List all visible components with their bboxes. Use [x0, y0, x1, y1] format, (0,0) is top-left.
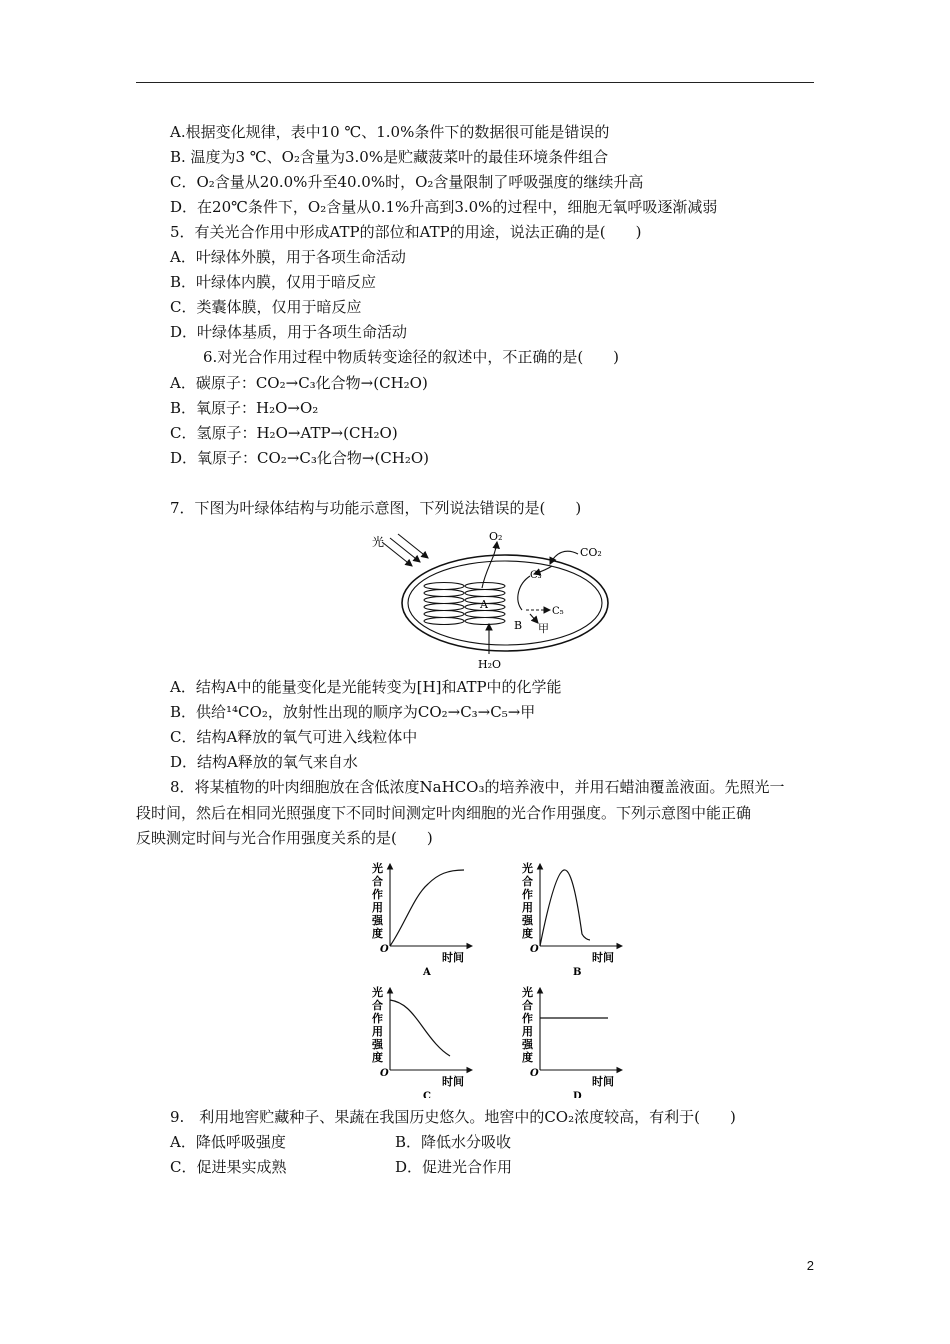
- q6-option-c: C．氢原子：H₂O→ATP→(CH₂O): [170, 424, 398, 442]
- granum-left: [424, 583, 464, 625]
- x-axis-label: 时间: [442, 951, 464, 964]
- q6-option-b: B．氧原子：H₂O→O₂: [170, 399, 319, 417]
- y-axis-label-char: 强: [372, 914, 383, 927]
- q6-stem: 6.对光合作用过程中物质转变途径的叙述中，不正确的是( ): [203, 348, 620, 366]
- q8-stem-line-1: 8．将某植物的叶肉细胞放在含低浓度NaHCO₃的培养液中，并用石蜡油覆盖液面。先照光一: [170, 778, 785, 796]
- y-axis-label-char: 合: [522, 999, 533, 1012]
- o2-label: O₂: [489, 530, 503, 543]
- q7-option-d: D．结构A释放的氧气来自水: [170, 753, 358, 771]
- y-axis-label-char: 光: [372, 862, 383, 875]
- graph-curve: [540, 870, 590, 946]
- y-axis-label-char: 作: [372, 888, 383, 901]
- q4-option-a: A.根据变化规律，表中10 ℃、1.0%条件下的数据很可能是错误的: [170, 123, 610, 141]
- c3-label: C₃: [530, 570, 542, 581]
- h2o-label: H₂O: [478, 658, 502, 671]
- q9-option-a: A．降低呼吸强度: [170, 1133, 286, 1151]
- q7-option-b: B．供给¹⁴CO₂，放射性出现的顺序为CO₂→C₃→C₅→甲: [170, 703, 536, 721]
- y-axis-label-char: 用: [372, 1025, 383, 1038]
- x-axis-label: 时间: [442, 1075, 464, 1088]
- graph-letter: B: [573, 967, 582, 978]
- y-axis-label-char: 作: [522, 1012, 533, 1025]
- q6-option-d: D．氧原子：CO₂→C₃化合物→(CH₂O): [170, 449, 430, 467]
- q5-option-d: D．叶绿体基质，用于各项生命活动: [170, 323, 408, 341]
- y-axis-label-char: 度: [522, 1051, 533, 1064]
- origin-label: O: [380, 944, 389, 955]
- q7-stem: 7．下图为叶绿体结构与功能示意图，下列说法错误的是( ): [170, 499, 582, 517]
- origin-label: O: [380, 1068, 389, 1079]
- y-axis-label-char: 度: [372, 1051, 383, 1064]
- y-axis-label-char: 作: [372, 1012, 383, 1025]
- structure-a-label: A: [480, 598, 488, 611]
- y-axis-label-char: 用: [522, 901, 533, 914]
- origin-label: O: [530, 1068, 539, 1079]
- q9-stem: 9. 利用地窖贮藏种子、果蔬在我国历史悠久。地窖中的CO₂浓度较高，有利于( ): [170, 1108, 736, 1126]
- graph-curve: [390, 1000, 450, 1056]
- o2-arrow: [482, 542, 497, 588]
- y-axis-label-char: 光: [372, 986, 383, 999]
- y-axis-label-char: 合: [522, 875, 533, 888]
- graph-curve: [390, 870, 464, 946]
- c5-label: C₅: [552, 606, 564, 617]
- structure-b-label: B: [514, 619, 523, 632]
- calvin-cycle-arc: [518, 576, 530, 610]
- graph-a: [371, 858, 472, 978]
- light-label: 光: [372, 535, 385, 549]
- q8-stem-line-2: 段时间，然后在相同光照强度下不同时间测定叶肉细胞的光合作用强度。下列示意图中能正确: [136, 804, 752, 822]
- q9-option-d: D．促进光合作用: [395, 1158, 513, 1176]
- y-axis-label-char: 光: [522, 986, 533, 999]
- q9-option-b: B．降低水分吸收: [395, 1133, 512, 1151]
- chloroplast-diagram: [360, 528, 620, 673]
- light-arrow: [398, 534, 428, 558]
- graph-letter: D: [573, 1091, 582, 1098]
- y-axis-label-char: 合: [372, 875, 383, 888]
- y-axis-label-char: 光: [522, 862, 533, 875]
- x-axis-label: 时间: [592, 951, 614, 964]
- y-axis-label-char: 度: [372, 927, 383, 940]
- jia-arrow: [530, 614, 538, 623]
- origin-label: O: [530, 944, 539, 955]
- y-axis-label-char: 强: [522, 914, 533, 927]
- q5-stem: 5．有关光合作用中形成ATP的部位和ATP的用途，说法正确的是( ): [170, 223, 642, 241]
- light-arrow: [390, 538, 420, 562]
- co2-label: CO₂: [580, 546, 602, 559]
- q5-option-a: A．叶绿体外膜，用于各项生命活动: [170, 248, 406, 266]
- q4-option-b: B. 温度为3 ℃、O₂含量为3.0%是贮藏菠菜叶的最佳环境条件组合: [170, 148, 609, 166]
- q9-option-c: C．促进果实成熟: [170, 1158, 287, 1176]
- graph-b: [380, 858, 622, 978]
- q8-graphs: [360, 858, 630, 1098]
- x-axis-label: 时间: [592, 1075, 614, 1088]
- y-axis-label-char: 作: [522, 888, 533, 901]
- co2-arrow: [550, 551, 578, 564]
- y-axis-label-char: 度: [522, 927, 533, 940]
- y-axis-label-char: 用: [522, 1025, 533, 1038]
- y-axis-label-char: 用: [372, 901, 383, 914]
- q5-option-b: B．叶绿体内膜，仅用于暗反应: [170, 273, 377, 291]
- light-arrow: [382, 542, 412, 566]
- q5-option-c: C．类囊体膜，仅用于暗反应: [170, 298, 362, 316]
- q6-option-a: A．碳原子：CO₂→C₃化合物→(CH₂O): [170, 374, 428, 392]
- y-axis-label-char: 强: [372, 1038, 383, 1051]
- graph-letter: C: [423, 1091, 431, 1098]
- q7-option-a: A．结构A中的能量变化是光能转变为[H]和ATP中的化学能: [170, 678, 562, 696]
- page-number: 2: [806, 1258, 814, 1273]
- jia-label: 甲: [538, 622, 549, 635]
- q7-option-c: C．结构A释放的氧气可进入线粒体中: [170, 728, 418, 746]
- graph-letter: A: [423, 967, 431, 978]
- header-rule: [136, 82, 814, 83]
- q8-stem-line-3: 反映测定时间与光合作用强度关系的是( ): [136, 829, 433, 847]
- q4-option-c: C．O₂含量从20.0%升至40.0%时，O₂含量限制了呼吸强度的继续升高: [170, 173, 644, 191]
- q4-option-d: D．在20℃条件下，O₂含量从0.1%升高到3.0%的过程中，细胞无氧呼吸逐渐减弱: [170, 198, 718, 216]
- graph-c: [371, 858, 472, 1098]
- y-axis-label-char: 强: [522, 1038, 533, 1051]
- y-axis-label-char: 合: [372, 999, 383, 1012]
